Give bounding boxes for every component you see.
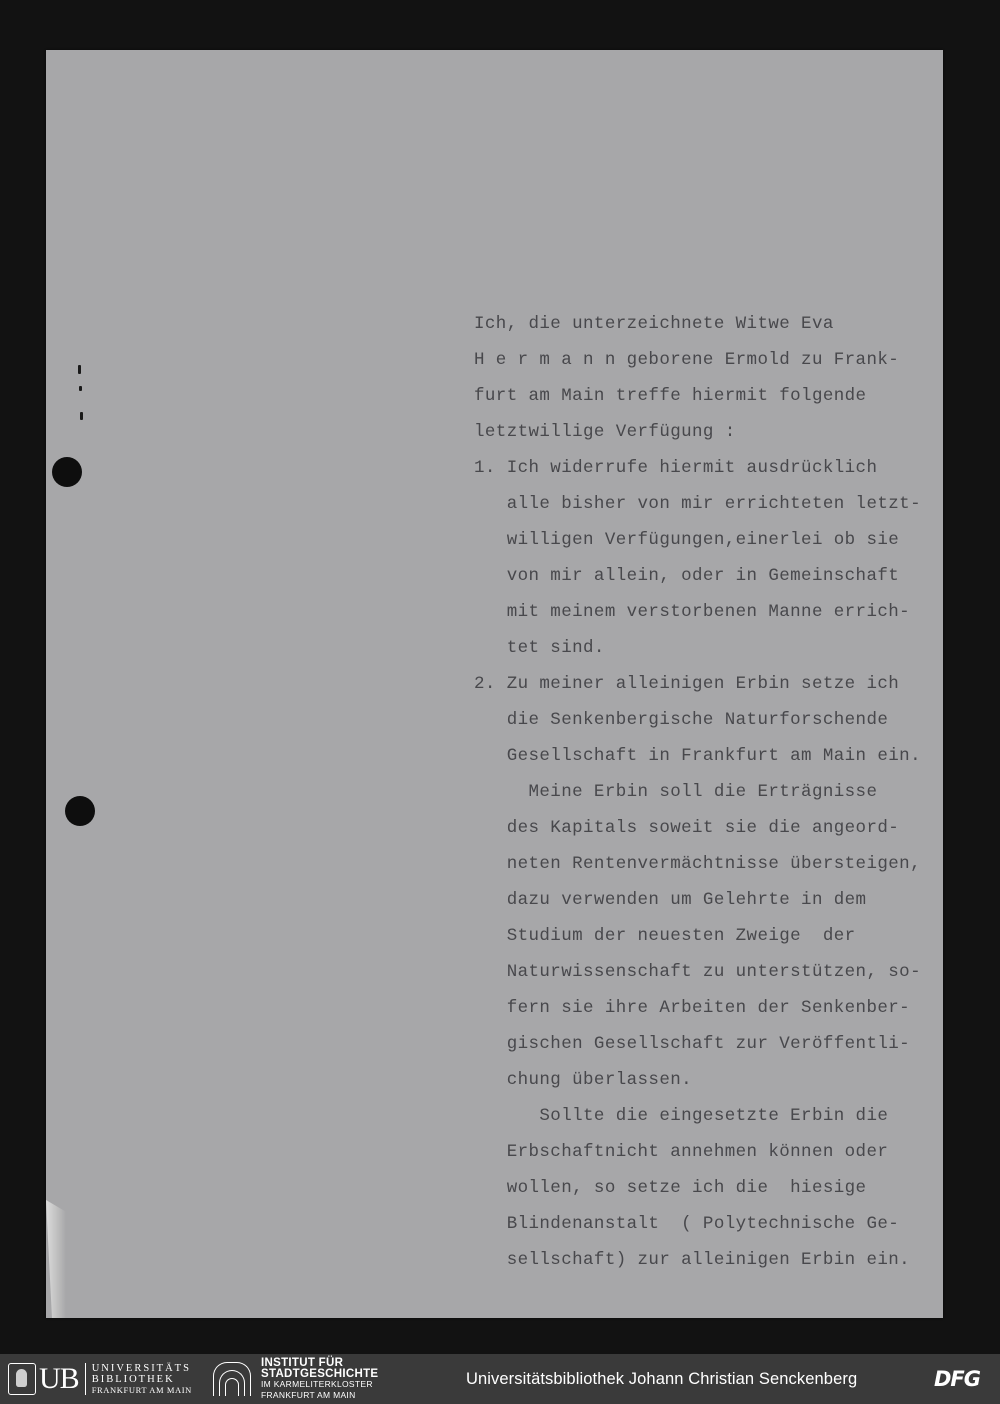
text-line: willigen Verfügungen,einerlei ob sie xyxy=(474,530,900,550)
text-line: dazu verwenden um Gelehrte in dem xyxy=(474,890,867,910)
text-line: Ich, die unterzeichnete Witwe Eva xyxy=(474,314,834,334)
text-line: Erbschaftnicht annehmen können oder xyxy=(474,1142,889,1162)
seal-icon xyxy=(8,1363,36,1395)
text-line: von mir allein, oder in Gemeinschaft xyxy=(474,566,900,586)
ub-logo-line2: BIBLIOTHEK xyxy=(91,1373,175,1385)
text-line: wollen, so setze ich die hiesige xyxy=(474,1178,867,1198)
text-line: sellschaft) zur alleinigen Erbin ein. xyxy=(474,1250,911,1270)
text-line: fern sie ihre Arbeiten der Senkenber- xyxy=(474,998,911,1018)
isg-logo-text xyxy=(261,1358,378,1400)
text-line: tet sind. xyxy=(474,638,605,658)
text-line: des Kapitals soweit sie die angeord- xyxy=(474,818,900,838)
text-line: furt am Main treffe hiermit folgende xyxy=(474,386,867,406)
ub-logo-letters: UB xyxy=(39,1363,86,1395)
text-line: Blindenanstalt ( Polytechnische Ge- xyxy=(474,1214,900,1234)
arch-icon xyxy=(213,1362,251,1396)
punch-hole-upper xyxy=(52,457,82,487)
text-line: Sollte die eingesetzte Erbin die xyxy=(474,1106,889,1126)
footer-bar xyxy=(0,1354,1000,1404)
isg-logo[interactable] xyxy=(213,1357,379,1400)
punch-hole-lower xyxy=(65,796,95,826)
text-line: alle bisher von mir errichteten letzt- xyxy=(474,494,921,514)
ub-logo-line3: FRANKFURT AM MAIN xyxy=(91,1384,192,1395)
ink-mark xyxy=(78,365,81,374)
ub-logo-text xyxy=(86,1363,192,1396)
ink-mark xyxy=(80,412,83,420)
isg-logo-line3: IM KARMELITERKLOSTER xyxy=(261,1379,373,1389)
ink-mark xyxy=(79,386,82,391)
text-line: H e r m a n n geborene Ermold zu Frank- xyxy=(474,350,900,370)
isg-logo-line2: STADTGESCHICHTE xyxy=(261,1367,379,1380)
text-line: letztwillige Verfügung : xyxy=(474,422,736,442)
ub-logo-line1: UNIVERSITÄTS xyxy=(91,1362,191,1374)
text-line: Studium der neuesten Zweige der xyxy=(474,926,856,946)
text-line: die Senkenbergische Naturforschende xyxy=(474,710,889,730)
text-line: neten Rentenvermächtnisse übersteigen, xyxy=(474,854,921,874)
isg-logo-line1: INSTITUT FÜR xyxy=(261,1357,344,1369)
text-line: Gesellschaft in Frankfurt am Main ein. xyxy=(474,746,921,766)
text-line: 2. Zu meiner alleinigen Erbin setze ich xyxy=(474,674,900,694)
isg-logo-line4: FRANKFURT AM MAIN xyxy=(261,1389,356,1400)
text-line: gischen Gesellschaft zur Veröffentli- xyxy=(474,1034,911,1054)
text-line: 1. Ich widerrufe hiermit ausdrücklich xyxy=(474,458,878,478)
dfg-logo[interactable]: DFG xyxy=(934,1367,981,1391)
ub-logo[interactable] xyxy=(8,1362,192,1396)
text-line: Naturwissenschaft zu unterstützen, so- xyxy=(474,962,921,982)
typewritten-text xyxy=(474,306,944,1278)
text-line: Meine Erbin soll die Erträgnisse xyxy=(474,782,878,802)
text-line: chung überlassen. xyxy=(474,1070,693,1090)
text-line: mit meinem verstorbenen Manne errich- xyxy=(474,602,911,622)
footer-title[interactable]: Universitätsbibliothek Johann Christian Senckenberg xyxy=(466,1370,858,1388)
